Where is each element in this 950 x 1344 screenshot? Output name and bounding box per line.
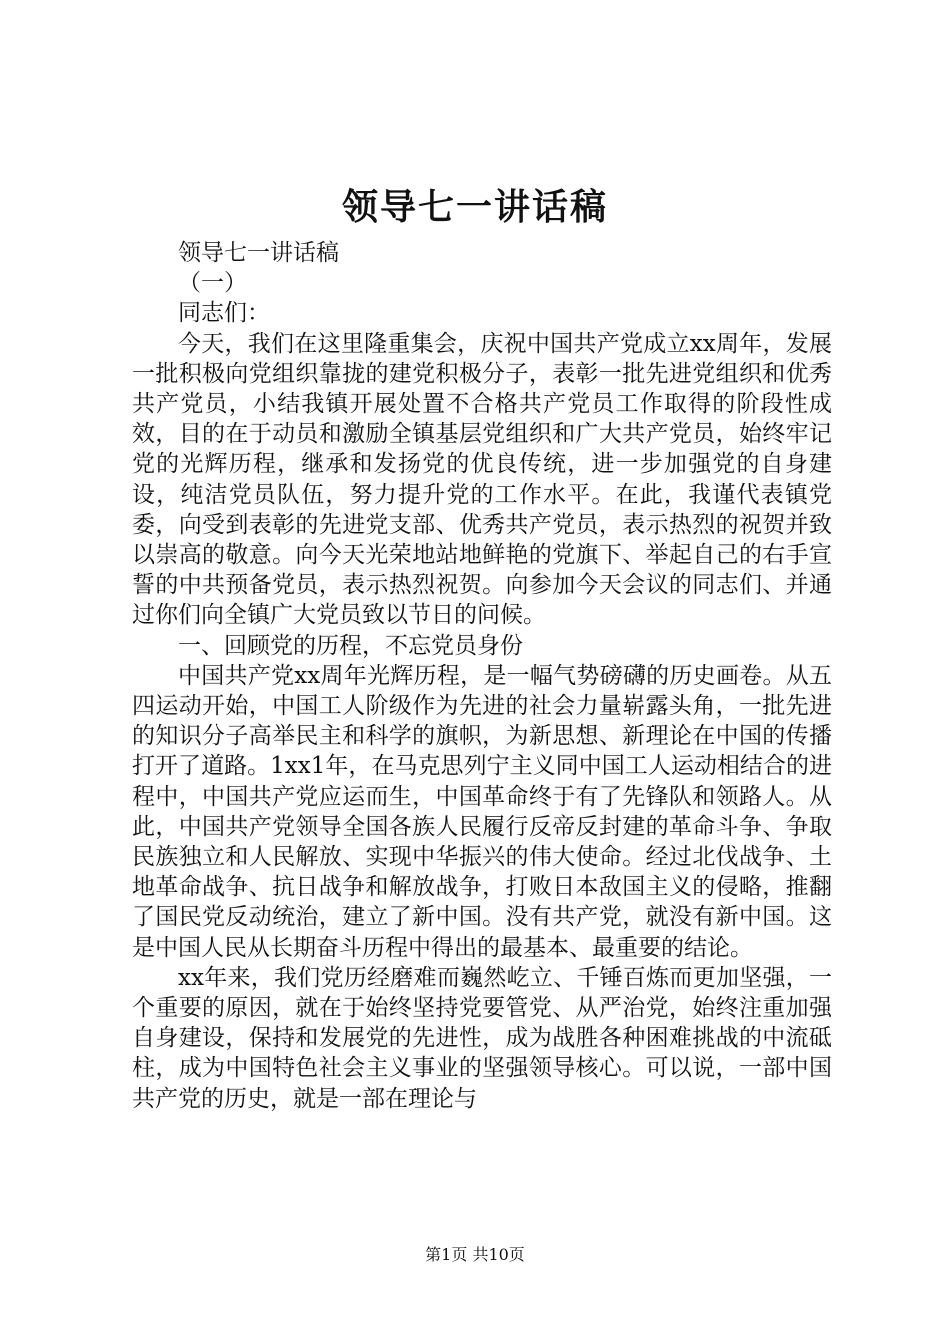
document-body bbox=[132, 238, 832, 1114]
paragraph-section-number: （一） bbox=[178, 270, 247, 297]
document-title: 领导七一讲话稿 bbox=[341, 186, 608, 228]
page-footer: 第1页 共10页 bbox=[425, 1245, 525, 1264]
paragraph-heading-repeat: 领导七一讲话稿 bbox=[178, 240, 339, 266]
paragraph-salutation: 同志们： bbox=[178, 300, 270, 327]
paragraph-history: 中国共产党xx周年光辉历程，是一幅气势磅礴的历史画卷。从五四运动开始，中国工人阶级作为先进的社会力量崭露头角，一批先进的知识分子高举民主和科学的旗帜，为新思想、新理论在中国的传播打开了道路。1xx1年，在马克思列宁主义同中国工人运动相结合的进程中，中国共产党应运而生，中国革命终于有了先锋队和领路人。从此，中国共产党领导全国各族人民履行反帝反封建的革命斗争、争取民族独立和人民解放、实现中华振兴的伟大使命。经过北伐战争、土地革命战争、抗日战争和解放战争，打败日本敌国主义的侵略，推翻了国民党反动统治，建立了新中国。没有共产党，就没有新中国。这是中国人民从长期奋斗历程中得出的最基本、最重要的结论。 bbox=[132, 662, 832, 961]
paragraph-section-heading: 一、回顾党的历程，不忘党员身份 bbox=[178, 632, 523, 659]
paragraph-party-building: xx年来，我们党历经磨难而巍然屹立、千锤百炼而更加坚强，一个重要的原因，就在于始终坚持党要管党、从严治党，始终注重加强自身建设，保持和发展党的先进性，成为战胜各种困难挑战的中流砥柱，成为中国特色社会主义事业的坚强领导核心。可以说，一部中国共产党的历史，就是一部在理论与 bbox=[132, 964, 832, 1112]
paragraph-opening: 今天，我们在这里隆重集会，庆祝中国共产党成立xx周年，发展一批积极向党组织靠拢的建党积极分子，表彰一批先进党组织和优秀共产党员，小结我镇开展处置不合格共产党员工作取得的阶段性成效，目的在于动员和激励全镇基层党组织和广大共产党员，始终牢记党的光辉历程，继承和发扬党的优良传统，进一步加强党的自身建设，纯洁党员队伍，努力提升党的工作水平。在此，我谨代表镇党委，向受到表彰的先进党支部、优秀共产党员，表示热烈的祝贺并致以崇高的敬意。向今天光荣地站地鲜艳的党旗下、举起自己的右手宣誓的中共预备党员，表示热烈祝贺。向参加今天会议的同志们、并通过你们向全镇广大党员致以节日的问候。 bbox=[132, 330, 832, 629]
